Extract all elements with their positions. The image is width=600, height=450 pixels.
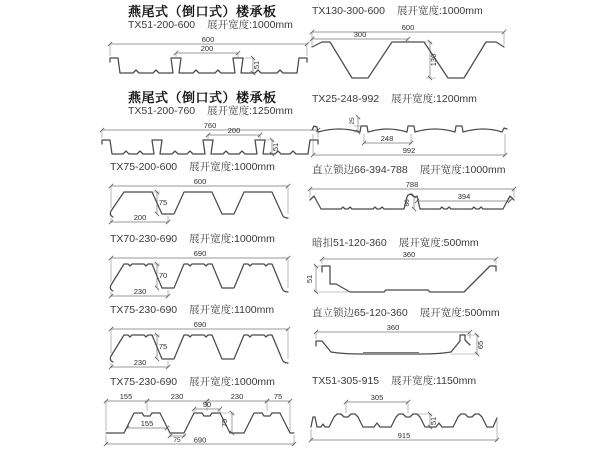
dim-height: 130 <box>429 53 438 67</box>
model-number: TX75-200-600 <box>110 161 178 173</box>
dim-pitch: 300 <box>353 30 367 39</box>
unfold-width-label: 展开宽度:1100mm <box>189 304 275 316</box>
panel-tx70-230-690 <box>110 233 304 302</box>
model-line <box>128 105 323 118</box>
unfold-width-label: 展开宽度:1200mm <box>391 93 477 105</box>
dim-height: 51 <box>305 274 314 284</box>
model-line <box>312 164 526 177</box>
model-line <box>312 375 516 388</box>
dim-overall: 600 <box>201 35 215 44</box>
panel-lockseam-66-394-788 <box>312 164 526 223</box>
unfold-width-label: 展开宽度:1000mm <box>189 376 275 388</box>
model-number: TX75-230-690 <box>110 304 178 316</box>
model-number: TX25-248-992 <box>312 93 380 105</box>
panel-tx130-300-600 <box>312 5 518 92</box>
dim-seg4: 75 <box>273 392 283 401</box>
model-line <box>312 93 518 106</box>
dim-overall: 690 <box>193 435 207 445</box>
panel-heading: 燕尾式（倒口式）楼承板 <box>128 90 277 105</box>
dim-seg2: 230 <box>170 392 184 401</box>
dim-height: 75 <box>158 342 168 351</box>
dim-height: 51 <box>429 416 438 426</box>
model-number: 直立锁边65-120-360 <box>312 307 408 319</box>
panel-tx51-305-915 <box>312 375 516 448</box>
unfold-width-label: 展开宽度:1000mm <box>189 233 275 245</box>
dim-height: 75 <box>220 418 229 428</box>
model-line <box>128 19 314 32</box>
dim-overall: 360 <box>402 250 416 259</box>
unfold-width-label: 展开宽度:1150mm <box>391 375 477 387</box>
dim-pitch: 200 <box>200 44 214 53</box>
model-number: TX130-300-600 <box>312 5 385 17</box>
panel-tx51-200-760 <box>128 90 323 162</box>
profile-drawing <box>308 324 508 366</box>
model-line <box>110 304 304 317</box>
profile-drawing <box>98 120 323 162</box>
dim-pitch: 230 <box>133 287 147 296</box>
profile-drawing <box>308 108 518 160</box>
dim-pitch: 200 <box>133 213 147 222</box>
unfold-width-label: 展开宽度:1000mm <box>207 19 293 31</box>
panel-tx25-248-992 <box>312 93 518 160</box>
panel-tx75-230-690-1100 <box>110 304 304 373</box>
model-line <box>110 233 304 246</box>
profile-drawing <box>104 319 304 373</box>
unfold-width-label: 展开宽度:500mm <box>419 307 500 319</box>
dim-valley-width: 75 <box>173 437 181 444</box>
panel-ankou-51-120-360 <box>305 237 508 298</box>
dim-half-width: 394 <box>457 192 471 201</box>
dim-pitch: 248 <box>380 134 394 143</box>
dim-overall: 600 <box>401 23 415 32</box>
dim-top-width: 90 <box>202 400 212 409</box>
profile-drawing <box>306 390 516 448</box>
model-number: TX51-200-600 <box>128 19 196 31</box>
dim-pitch: 305 <box>370 393 384 402</box>
dim-overall: 690 <box>193 249 207 258</box>
dim-height: 25 <box>349 117 356 125</box>
model-line <box>312 307 508 320</box>
dim-pitch: 200 <box>227 126 241 135</box>
dim-seg1: 155 <box>119 392 133 401</box>
dim-height: 75 <box>158 198 168 207</box>
dim-overall: 360 <box>386 323 400 332</box>
model-number: 直立锁边66-394-788 <box>312 164 408 176</box>
dim-height: 66 <box>404 199 411 207</box>
panel-tx51-200-600 <box>128 4 314 86</box>
dim-height: 70 <box>158 271 168 280</box>
model-line <box>312 237 508 250</box>
dim-base-width: 155 <box>140 419 154 428</box>
panel-heading: 燕尾式（倒口式）楼承板 <box>128 4 277 19</box>
panel-tx75-200-600 <box>110 161 304 226</box>
unfold-width-label: 展开宽度:1000mm <box>419 164 506 176</box>
model-line <box>110 161 304 174</box>
model-number: TX51-200-760 <box>128 105 196 117</box>
dim-overall: 992 <box>402 146 416 155</box>
panel-tx75-230-690-1000 <box>110 376 310 449</box>
unfold-width-label: 展开宽度:1000mm <box>396 5 483 17</box>
dim-overall: 690 <box>193 320 207 329</box>
dim-overall: 600 <box>193 177 207 186</box>
model-line <box>312 5 518 18</box>
model-number: TX51-305-915 <box>312 375 380 387</box>
profile-drawing <box>104 176 304 226</box>
dim-overall: 760 <box>203 121 217 130</box>
dim-height: 65 <box>476 340 485 350</box>
dim-seg3: 230 <box>230 392 244 401</box>
dim-overall: 788 <box>405 180 419 189</box>
profile-drawing <box>100 391 310 449</box>
dim-pitch: 230 <box>133 358 147 367</box>
profile-drawing <box>104 248 304 302</box>
profile-drawing <box>104 34 314 86</box>
panel-lockseam-65-120-360 <box>312 307 508 366</box>
model-number: 暗扣51-120-360 <box>312 237 387 249</box>
model-line <box>110 376 310 389</box>
dim-overall: 915 <box>397 431 411 440</box>
dim-height: 51 <box>271 142 280 152</box>
unfold-width-label: 展开宽度:1250mm <box>207 105 293 117</box>
unfold-width-label: 展开宽度:500mm <box>398 237 479 249</box>
dim-height: 51 <box>252 60 261 70</box>
unfold-width-label: 展开宽度:1000mm <box>189 161 275 173</box>
model-number: TX70-230-690 <box>110 233 178 245</box>
model-number: TX75-230-690 <box>110 376 178 388</box>
profile-drawing <box>308 22 518 92</box>
profile-drawing <box>305 250 508 298</box>
profile-drawing <box>306 181 526 223</box>
